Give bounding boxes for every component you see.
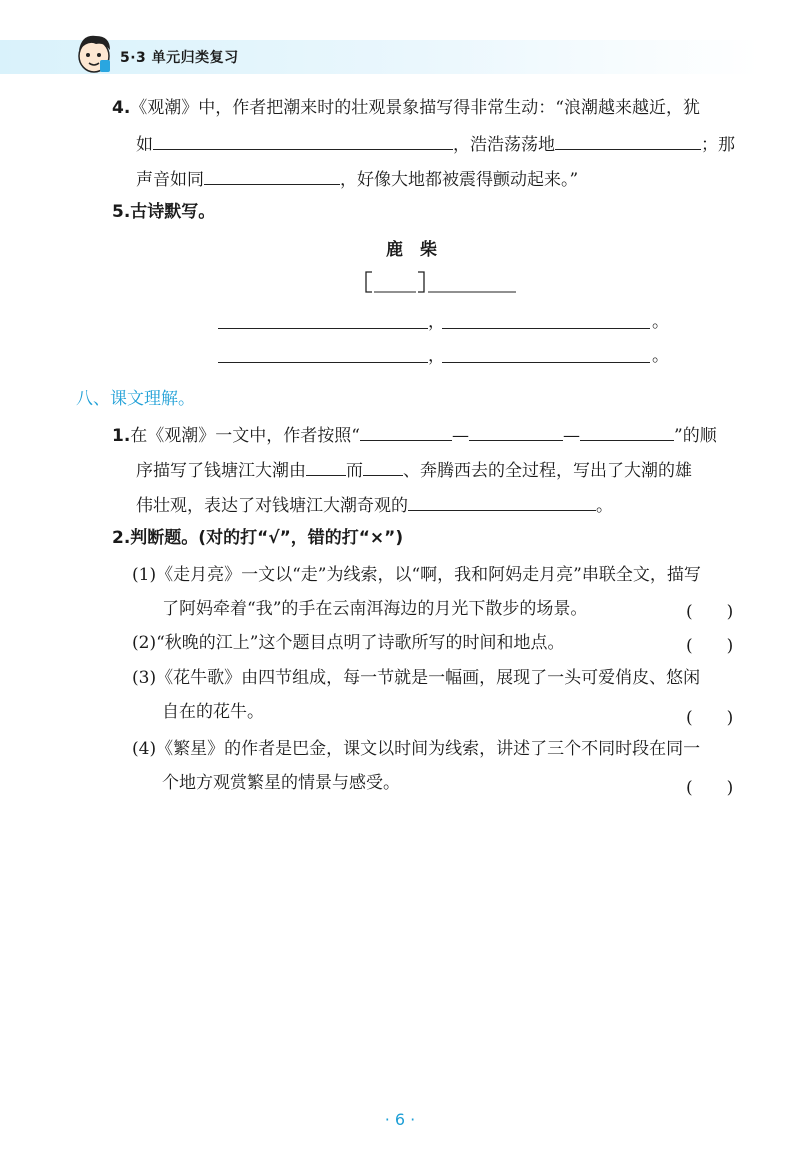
q4-line2-b: ，浩浩荡荡地 (453, 135, 555, 155)
brand-title: 5·3 单元归类复习 (120, 50, 239, 66)
s8q1-line3 (136, 492, 613, 518)
mascot-icon (70, 30, 118, 78)
s8q1-blank-6[interactable] (408, 492, 596, 511)
tf-item-1-line1: (1)《走月亮》一文以“走”为线索，以“啊，我和阿妈走月亮”串联全文，描写 (132, 565, 701, 585)
tf-item-4-line1: (4)《繁星》的作者是巴金，课文以时间为线索，讲述了三个不同时段在同一 (132, 739, 701, 759)
poem-title: 鹿 柴 (386, 240, 437, 260)
tf-item-3-answer-box[interactable]: ( ) (686, 708, 734, 728)
s8q2-number: 2. (112, 528, 131, 548)
poem-line1-blank-a[interactable] (218, 327, 428, 329)
s8q1-blank-1[interactable] (360, 422, 452, 441)
q4-line3 (136, 166, 578, 192)
poem-line1-blank-b[interactable] (442, 327, 650, 329)
tf-item-4-line2: 个地方观赏繁星的情景与感受。 (162, 773, 400, 793)
s8q1-blank-5[interactable] (363, 457, 403, 476)
tf-item-3-line2: 自在的花牛。 (162, 702, 264, 722)
poem-period-1: 。 (652, 312, 669, 332)
s8q1-line3-end: 。 (596, 496, 613, 516)
s8q1-line1 (112, 422, 717, 448)
q4-line1-text: 《观潮》中，作者把潮来时的壮观景象描写得非常生动：“浪潮越来越近，犹 (130, 98, 700, 118)
s8q1-blank-2[interactable] (469, 422, 563, 441)
s8q1-line3-a: 伟壮观，表达了对钱塘江大潮奇观的 (136, 496, 408, 516)
tf-item-2-answer-box[interactable]: ( ) (686, 636, 734, 656)
s8q1-number: 1. (112, 426, 131, 446)
section-8-title: 八、课文理解。 (76, 389, 195, 409)
tf-item-2-line1: (2)“秋晚的江上”这个题目点明了诗歌所写的时间和地点。 (132, 633, 565, 653)
s8q1-dash-2: — (563, 426, 580, 446)
page-number: · 6 · (384, 1110, 416, 1129)
poem-author-bracket[interactable] (364, 270, 524, 296)
s8q2-label: 判断题。(对的打“√”，错的打“×”) (130, 528, 404, 548)
tf-item-1-answer-box[interactable]: ( ) (686, 602, 734, 622)
s8q1-line2-b: 而 (346, 461, 363, 481)
q4-blank-2[interactable] (555, 131, 701, 150)
s8q1-blank-3[interactable] (580, 422, 674, 441)
s8q1-line2-a: 序描写了钱塘江大潮由 (136, 461, 306, 481)
s8q1-line2 (136, 457, 692, 483)
poem-period-2: 。 (652, 346, 669, 366)
q5-label: 古诗默写。 (130, 202, 216, 222)
q4-number: 4. (112, 98, 131, 118)
q4-line2-c: ；那 (701, 135, 735, 155)
poem-comma-1: ， (428, 312, 445, 332)
s8q2-heading (112, 526, 403, 550)
poem-comma-2: ， (428, 346, 445, 366)
q4-blank-1[interactable] (153, 131, 453, 150)
q4-line2-a: 如 (136, 135, 153, 155)
s8q1-line1-end: ”的顺 (674, 426, 717, 446)
s8q1-line1-a: 在《观潮》一文中，作者按照“ (130, 426, 360, 446)
tf-item-3-line1: (3)《花牛歌》由四节组成，每一节就是一幅画，展现了一头可爱俏皮、悠闲 (132, 668, 701, 688)
q5-number: 5. (112, 202, 131, 222)
s8q1-dash-1: — (452, 426, 469, 446)
q4-line1 (112, 96, 700, 120)
tf-item-4-answer-box[interactable]: ( ) (686, 778, 734, 798)
tf-item-1-line2: 了阿妈牵着“我”的手在云南洱海边的月光下散步的场景。 (162, 599, 588, 619)
q5-heading (112, 200, 215, 224)
q4-line3-a: 声音如同 (136, 170, 204, 190)
q4-blank-3[interactable] (204, 166, 340, 185)
poem-line2-blank-b[interactable] (442, 361, 650, 363)
q4-line3-b: ，好像大地都被震得颤动起来。” (340, 170, 579, 190)
s8q1-blank-4[interactable] (306, 457, 346, 476)
s8q1-line2-c: 、奔腾西去的全过程，写出了大潮的雄 (403, 461, 692, 481)
poem-line2-blank-a[interactable] (218, 361, 428, 363)
q4-line2 (136, 131, 735, 157)
